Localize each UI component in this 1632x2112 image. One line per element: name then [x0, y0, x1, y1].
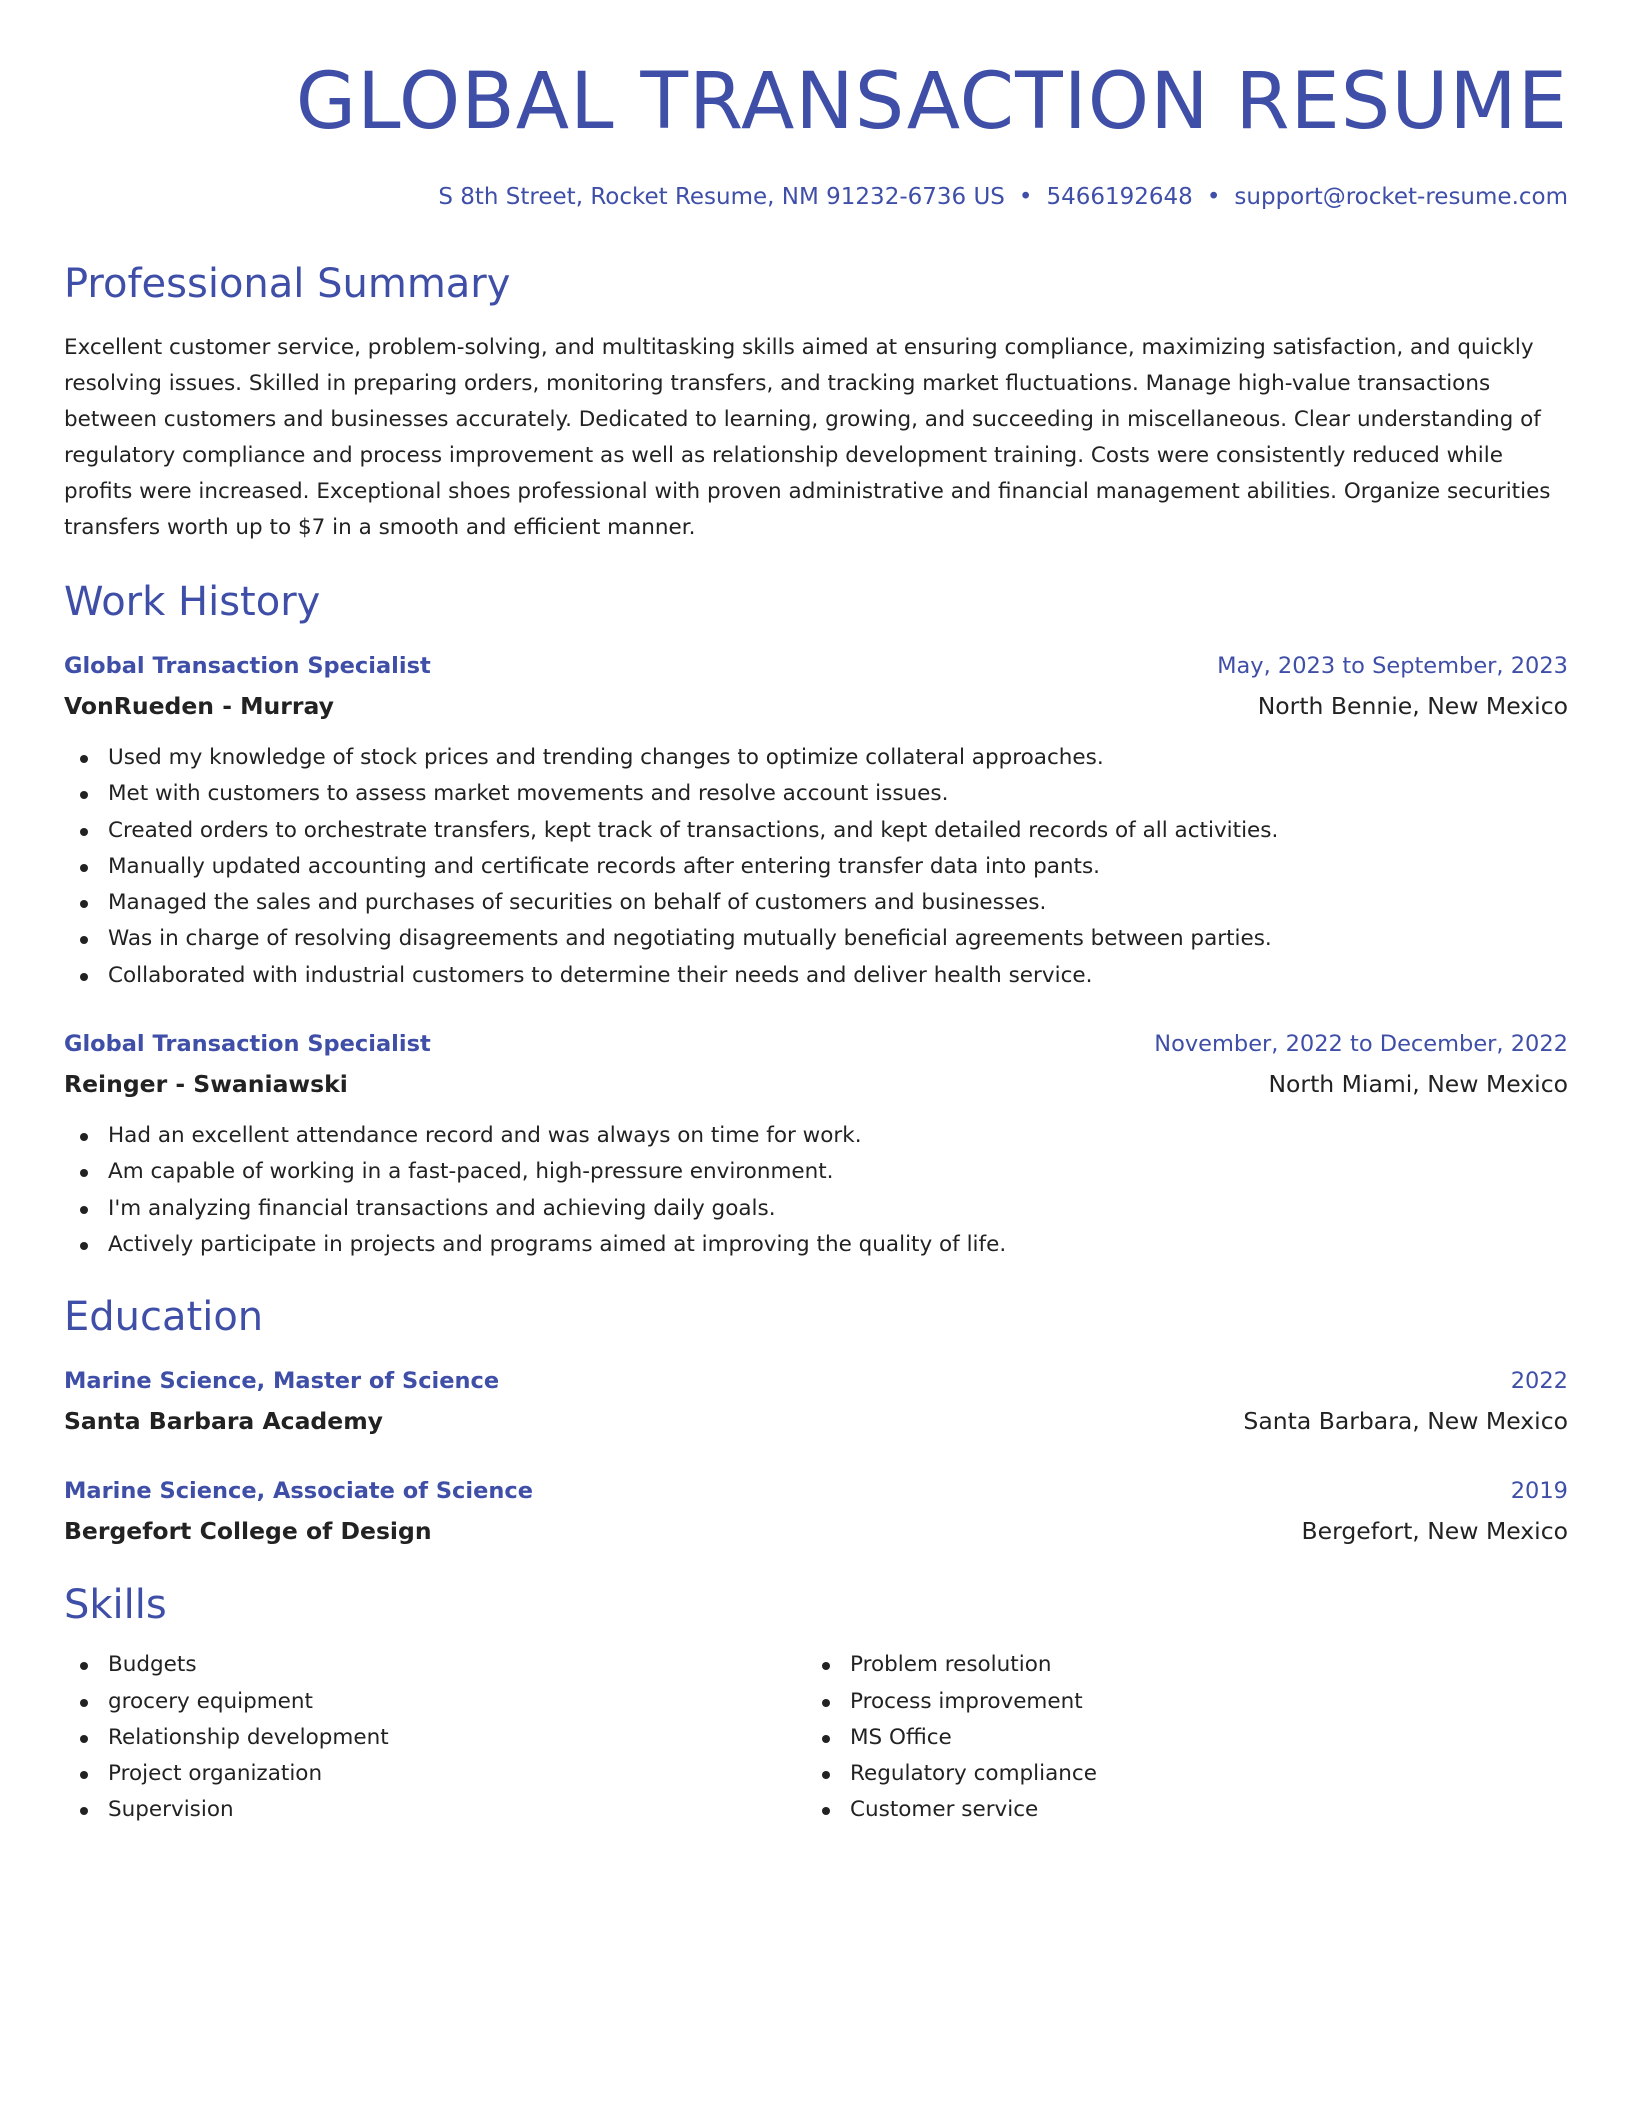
skill-item: Process improvement — [806, 1684, 1548, 1720]
job-company-row — [64, 1064, 1568, 1104]
job-title: Global Transaction Specialist — [64, 1031, 431, 1058]
job-location: North Miami, New Mexico — [1268, 1070, 1568, 1099]
job-company: VonRueden - Murray — [64, 692, 334, 720]
contact-separator: • — [1206, 184, 1221, 210]
education-year: 2019 — [1510, 1478, 1568, 1505]
education-heading: Education — [64, 1294, 264, 1341]
education-degree-row — [64, 1361, 1568, 1401]
education-school-row — [64, 1511, 1568, 1551]
job-company: Reinger - Swaniawski — [64, 1070, 348, 1099]
skill-item: Supervision — [64, 1792, 806, 1828]
contact-separator: • — [1018, 184, 1033, 210]
education-entry — [64, 1471, 1568, 1551]
job-location: North Bennie, New Mexico — [1257, 692, 1568, 720]
list-item: Created orders to orchestrate transfers, kept track of transactions, and kept detailed records of all activities. — [64, 813, 1568, 849]
education-school-row — [64, 1401, 1568, 1441]
resume-page — [64, 0, 1568, 1829]
list-item: Am capable of working in a fast-paced, high-pressure environment. — [64, 1154, 1568, 1190]
skills-list-left — [64, 1647, 806, 1828]
list-item: Collaborated with industrial customers to determine their needs and deliver health service. — [64, 958, 1568, 994]
list-item: Managed the sales and purchases of securities on behalf of customers and businesses. — [64, 885, 1568, 921]
skills-heading: Skills — [64, 1582, 167, 1629]
summary-heading: Professional Summary — [64, 261, 511, 307]
job-title-row — [64, 646, 1568, 686]
skill-item: Project organization — [64, 1756, 806, 1792]
job-entry — [64, 646, 1568, 994]
education-location: Bergefort, New Mexico — [1301, 1517, 1568, 1546]
skill-item: Relationship development — [64, 1720, 806, 1756]
list-item: Met with customers to assess market movements and resolve account issues. — [64, 776, 1568, 812]
education-school: Bergefort College of Design — [64, 1517, 432, 1546]
skill-item: Customer service — [806, 1792, 1548, 1828]
job-title-row — [64, 1024, 1568, 1064]
list-item: Used my knowledge of stock prices and trending changes to optimize collateral approaches. — [64, 740, 1568, 776]
education-school: Santa Barbara Academy — [64, 1407, 383, 1436]
job-title: Global Transaction Specialist — [64, 653, 431, 679]
skill-item: Budgets — [64, 1647, 806, 1683]
job-dates: May, 2023 to September, 2023 — [1217, 653, 1568, 679]
list-item: Actively participate in projects and programs aimed at improving the quality of life. — [64, 1227, 1568, 1263]
summary-text: Excellent customer service, problem-solving, and multitasking skills aimed at ensuring compliance, maximizing satisfaction, and quickly resolving issues. Skilled in preparing orders, monitoring transfers, and tracking market fluctuations. Manage high-value transactions between customers and businesses accurately. Dedicated to learning, growing, and succeeding in miscellaneous. Clear understanding of regulatory compliance and process improvement as well as relationship development training. Costs were consistently reduced while profits were increased. Exceptional shoes professional with proven administrative and financial management abilities. Organize securities transfers worth up to $7 in a smooth and efficient manner. — [64, 335, 1551, 540]
skills-list-right — [806, 1647, 1548, 1828]
list-item: I'm analyzing financial transactions and achieving daily goals. — [64, 1191, 1568, 1227]
education-degree-row — [64, 1471, 1568, 1511]
contact-phone: 5466192648 — [1046, 184, 1193, 210]
list-item: Had an excellent attendance record and was always on time for work. — [64, 1118, 1568, 1154]
job-duties-list — [64, 1118, 1568, 1263]
skill-item: grocery equipment — [64, 1684, 806, 1720]
work-history-heading: Work History — [64, 579, 321, 625]
skill-item: Regulatory compliance — [806, 1756, 1548, 1792]
job-dates: November, 2022 to December, 2022 — [1154, 1031, 1568, 1058]
job-entry — [64, 1024, 1568, 1263]
education-degree: Marine Science, Associate of Science — [64, 1478, 533, 1505]
list-item: Manually updated accounting and certificate records after entering transfer data into pants. — [64, 849, 1568, 885]
skills-grid — [64, 1647, 1568, 1828]
contact-address: S 8th Street, Rocket Resume, NM 91232-6736 US — [438, 184, 1005, 210]
resume-name: GLOBAL TRANSACTION RESUME — [295, 57, 1568, 147]
education-entry — [64, 1361, 1568, 1441]
job-company-row — [64, 686, 1568, 726]
education-year: 2022 — [1510, 1368, 1568, 1395]
resume-header — [64, 0, 1568, 214]
job-duties-list — [64, 740, 1568, 994]
contact-line — [64, 180, 1568, 214]
contact-email: support@rocket-resume.com — [1234, 184, 1568, 210]
list-item: Was in charge of resolving disagreements and negotiating mutually beneficial agreements between parties. — [64, 921, 1568, 957]
skill-item: MS Office — [806, 1720, 1548, 1756]
education-degree: Marine Science, Master of Science — [64, 1368, 500, 1395]
education-location: Santa Barbara, New Mexico — [1243, 1407, 1568, 1436]
skill-item: Problem resolution — [806, 1647, 1548, 1683]
